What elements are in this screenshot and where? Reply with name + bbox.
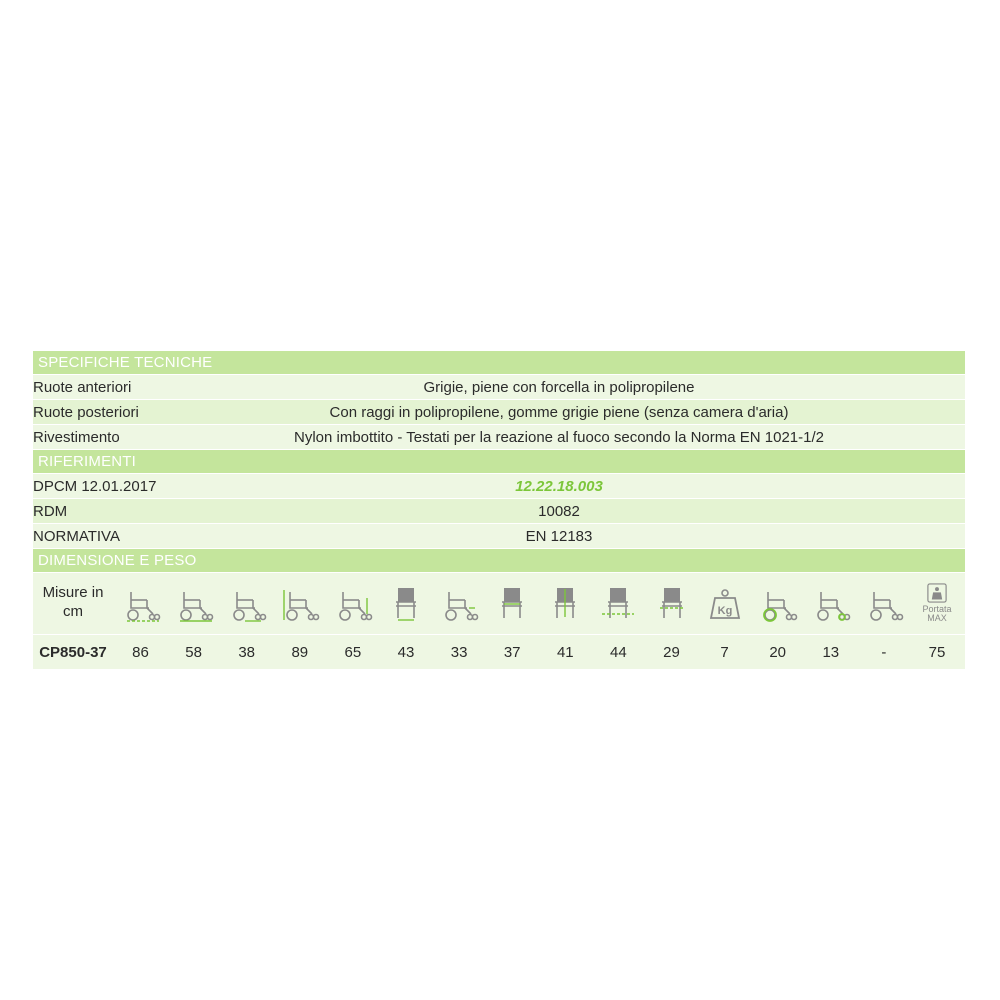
weight-icon	[698, 581, 751, 627]
section-header-specs: SPECIFICHE TECNICHE	[33, 350, 965, 374]
dims-value-row	[33, 634, 965, 669]
wheelchair-width-icon	[167, 581, 220, 627]
dim-value-backrest-height: 41	[556, 644, 574, 661]
spec-row-upholstery	[33, 424, 965, 449]
dim-value-footrest: -	[881, 644, 887, 661]
dim-value-rear-wheel: 20	[769, 644, 787, 661]
seat-width-front-icon	[592, 581, 645, 627]
spec-value: Con raggi in polipropilene, gomme grigie piene (senza camera d'aria)	[329, 404, 789, 421]
ref-label: RDM	[33, 503, 68, 520]
spec-label: Ruote anteriori	[33, 379, 132, 396]
ref-value: EN 12183	[525, 528, 593, 545]
spec-label: Rivestimento	[33, 429, 120, 446]
spec-row-front-wheels	[33, 374, 965, 399]
front-wheel-icon	[804, 581, 857, 627]
dim-value-wheelchair-width: 58	[185, 644, 202, 661]
wheelchair-folded-length-icon	[220, 581, 273, 627]
dim-value-seat-height: 33	[450, 644, 468, 661]
dim-value-wheelchair-armrest-height: 65	[344, 644, 362, 661]
dim-value-seat-width-front: 44	[610, 644, 627, 661]
dim-value-backrest-width: 29	[663, 644, 680, 661]
rear-wheel-icon	[751, 581, 804, 627]
spec-row-rear-wheels	[33, 399, 965, 424]
dim-value-wheelchair-length: 86	[132, 644, 149, 661]
backrest-height-icon	[539, 581, 592, 627]
dim-value-weight: 7	[720, 644, 729, 661]
seat-width-icon	[380, 581, 433, 627]
ref-value-code: 12.22.18.003	[515, 478, 603, 495]
max-load-icon	[911, 581, 964, 627]
ref-row-dpcm	[33, 473, 965, 498]
seat-height-icon	[433, 581, 486, 627]
ref-row-rdm	[33, 498, 965, 523]
seat-depth-icon	[486, 581, 539, 627]
dim-value-max-load: 75	[928, 644, 946, 661]
section-header-refs: RIFERIMENTI	[33, 449, 965, 473]
section-header-dims: DIMENSIONE E PESO	[33, 548, 965, 572]
spec-table	[33, 350, 965, 669]
dim-value-seat-depth: 37	[503, 644, 521, 661]
max-load-max-label: MAX	[927, 613, 947, 623]
dim-value-wheelchair-folded-length: 38	[238, 644, 256, 661]
backrest-width-icon	[645, 581, 698, 627]
dim-value-wheelchair-total-height: 89	[291, 644, 309, 661]
ref-value: 10082	[538, 503, 580, 520]
dim-value-front-wheel: 13	[822, 644, 840, 661]
spec-value: Nylon imbottito - Testati per la reazione al fuoco secondo la Norma EN 1021-1/2	[293, 429, 824, 446]
svg-text:Kg: Kg	[717, 605, 732, 617]
measures-label: Misure in cm	[42, 584, 104, 620]
spec-label: Ruote posteriori	[33, 404, 139, 421]
dim-value-seat-width: 43	[397, 644, 415, 661]
wheelchair-length-icon	[114, 581, 167, 627]
ref-label: NORMATIVA	[33, 528, 120, 545]
dims-icon-row	[33, 572, 965, 634]
wheelchair-total-height-icon	[273, 581, 326, 627]
footrest-icon	[857, 581, 910, 627]
ref-row-normativa	[33, 523, 965, 548]
spec-value: Grigie, piene con forcella in polipropilene	[423, 379, 695, 396]
wheelchair-armrest-height-icon	[326, 581, 379, 627]
ref-label: DPCM 12.01.2017	[33, 478, 157, 495]
model-code: CP850-37	[39, 644, 107, 661]
max-load-label: Portata	[922, 604, 952, 614]
